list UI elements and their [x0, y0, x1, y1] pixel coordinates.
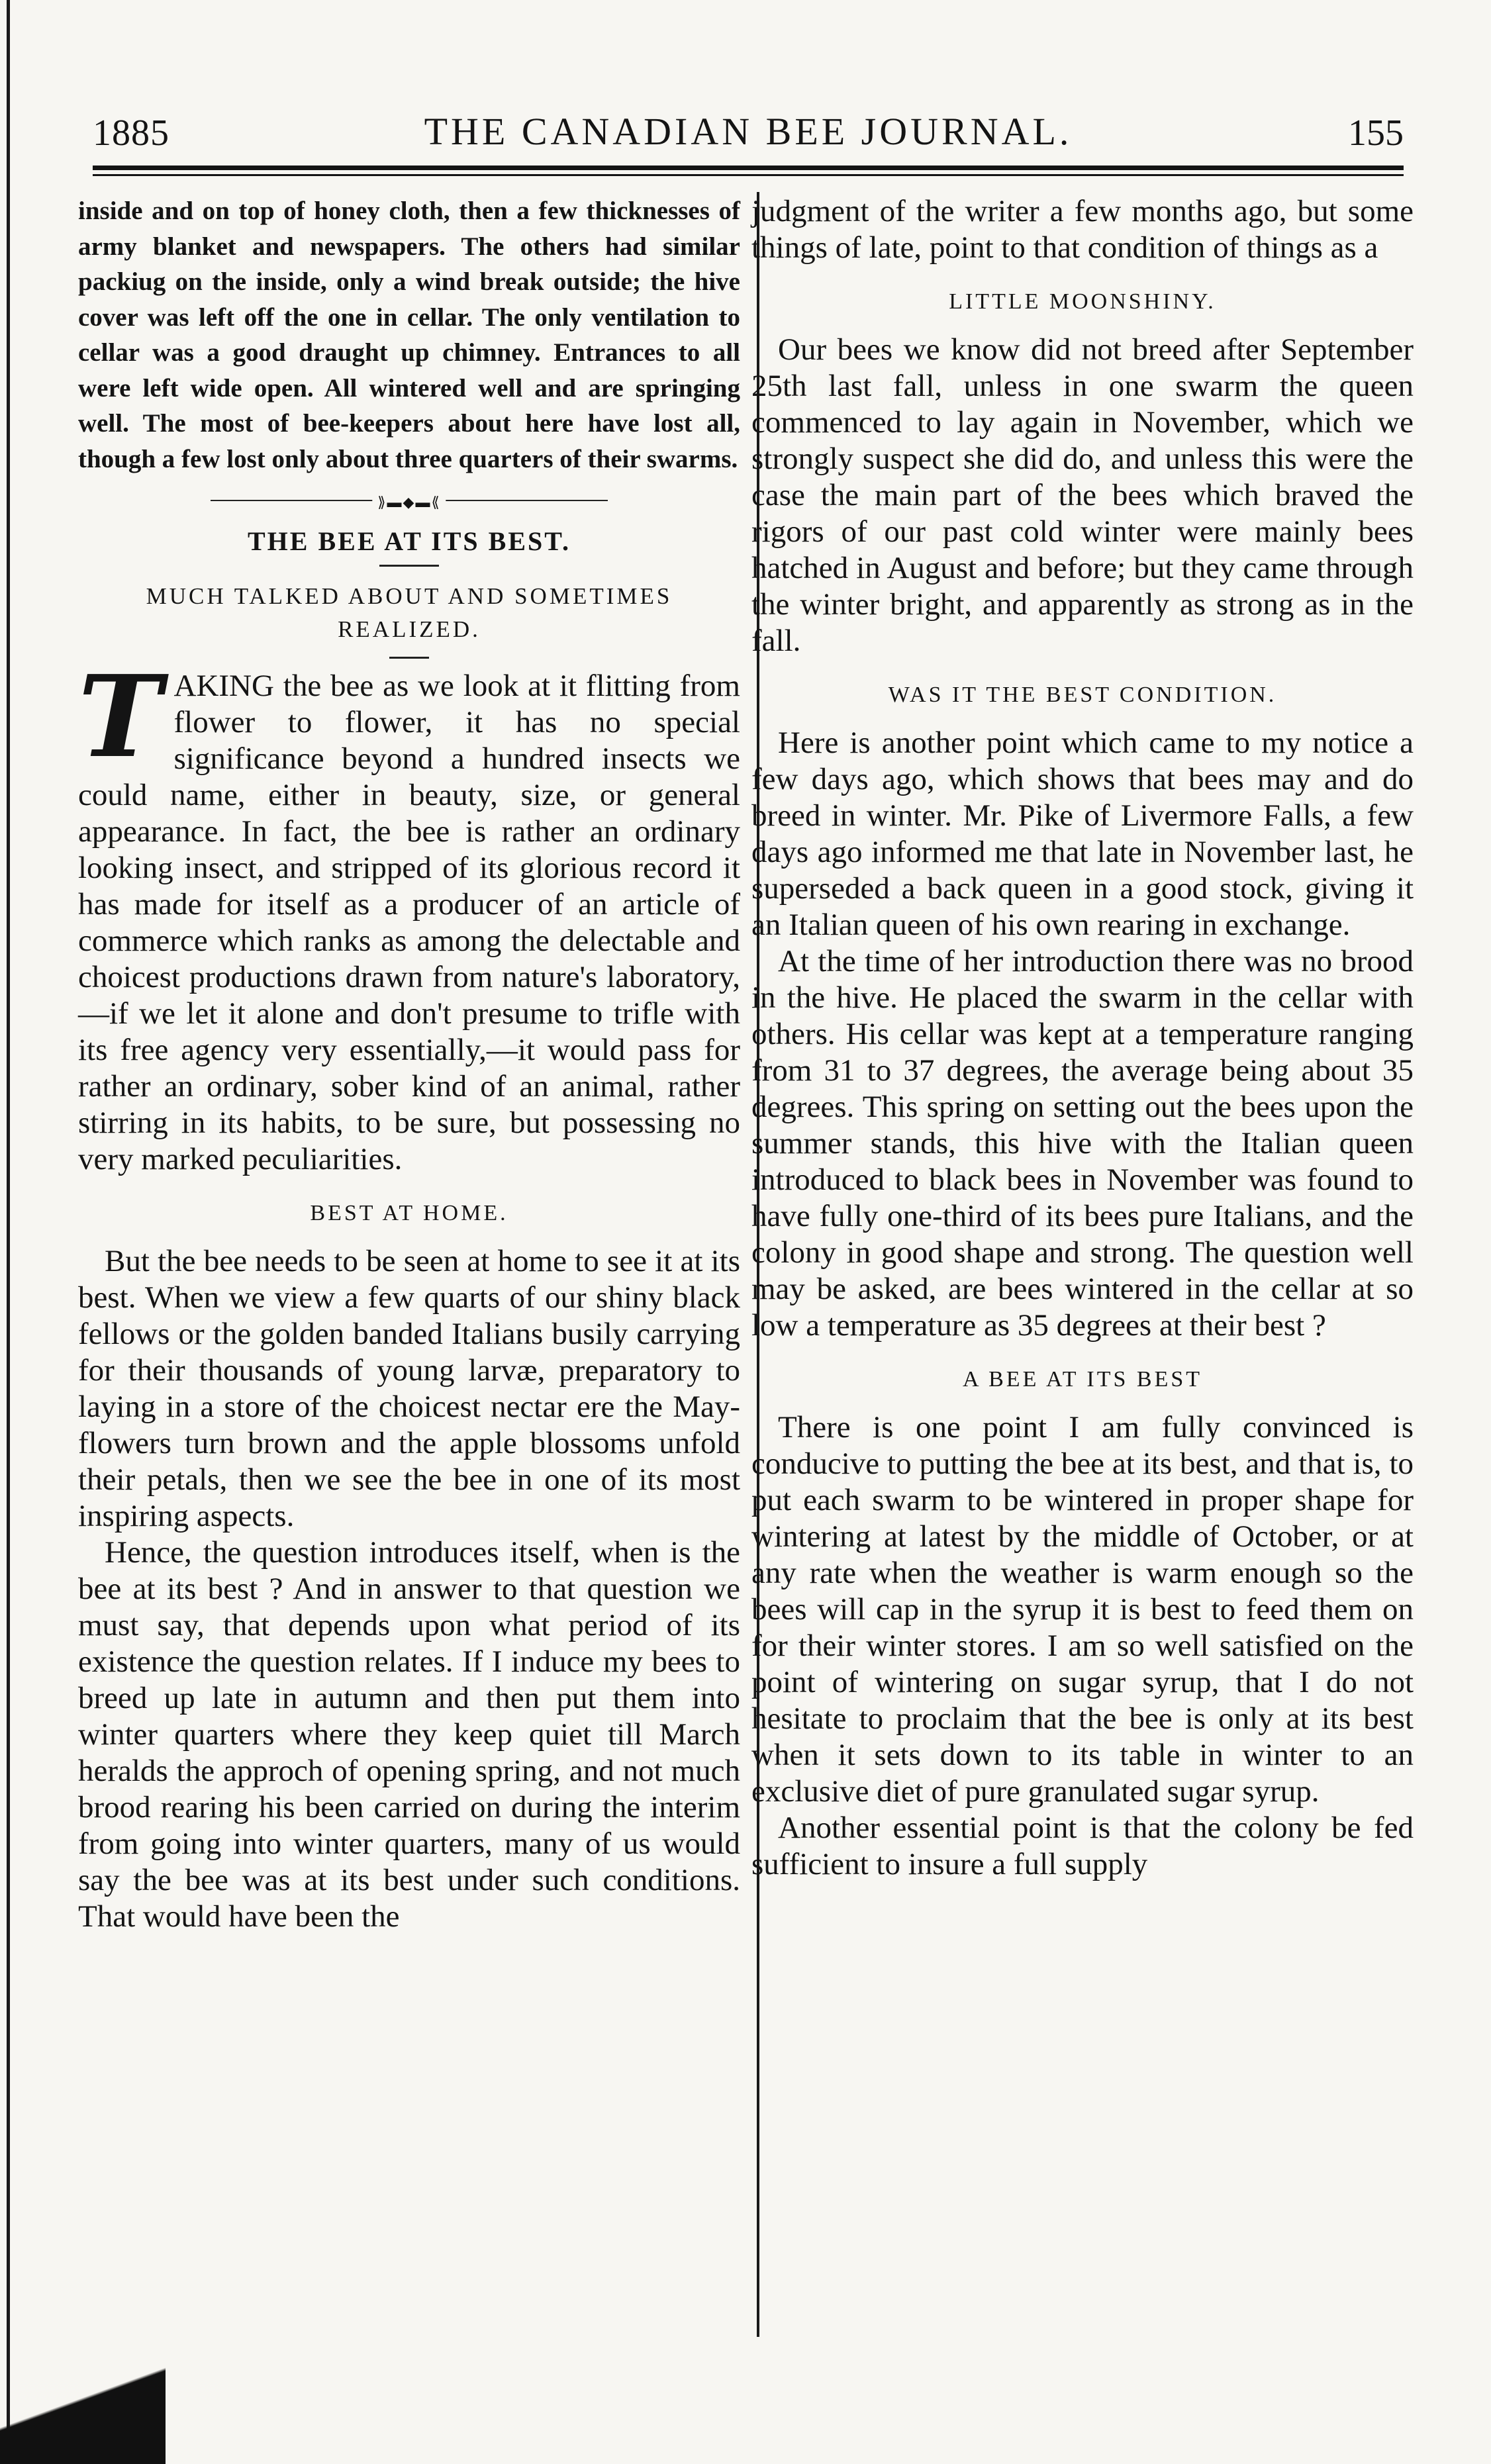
left-margin-rule — [7, 0, 10, 2464]
section-heading-best-at-home: BEST AT HOME. — [310, 1201, 508, 1225]
left-column — [78, 193, 740, 1935]
divider-ornament: ⟫▬◆▬⟪ — [372, 494, 446, 511]
paragraph-6: At the time of her introduction there was no brood in the hive. He placed the swarm in the cellar with others. His cellar was kept at a temperature ranging from 31 to 37 degrees, the average being about 35 degrees. This spring on setting out the bees upon the summer stands, this hive with the Italian queen introduced to black bees in November was found to have fully one-third of its bees pure Italians, and the colony in good shape and strong. The question well may be asked, are bees wintered in the cellar at so low a temperature as 35 degrees at their best ? — [751, 944, 1414, 1343]
scan-corner-shadow — [0, 2363, 166, 2464]
section-heading-best-condition: WAS IT THE BEST CONDITION. — [888, 683, 1277, 707]
subtitle-rule — [389, 657, 429, 659]
header-rule-thin — [93, 174, 1404, 176]
title-rule — [379, 565, 439, 567]
intro-paragraph: inside and on top of honey cloth, then a few thicknesses of army blanket and newspapers. The others had similar packiug on the inside, only a wind break outside; the hive cover was left off the one in cellar. The only ventilation to cellar was a good draught up chimney. Entrances to all were left wide open. All wintered well and are springing well. The most of bee-keepers about here have lost all, though a few lost only about three quarters of their swarms. — [78, 197, 740, 473]
prior-article-end — [78, 193, 740, 477]
paragraph-2: But the bee needs to be seen at home to see it at its best. When we view a few quarts of our shiny black fellows or the golden banded Italians busily carrying for their thousands of young larvæ, preparatory to laying in a store of the choicest nectar ere the May-flowers turn brown and the apple blossoms unfold their petals, then we see the bee in one of its most inspiring aspects. — [78, 1244, 740, 1533]
header-rule-thick — [93, 166, 1404, 170]
paragraph-continued: judgment of the writer a few months ago, but some things of late, point to that condition of things as a — [751, 194, 1414, 265]
paragraph-7: There is one point I am fully convinced is conducive to putting the bee at its best, and that is, to put each swarm to be wintered in proper shape for wintering at latest by the middle of October, or at any rate when the weather is warm enough so the bees will cap in the syrup it is best to feed them on for their winter stores. I am so well satisfied on the point of wintering on sugar syrup, that I do not hesitate to proclaim that the bee is only at its best when it sets down to its table in winter to an exclusive diet of pure granulated sugar syrup. — [751, 1410, 1414, 1809]
article-title: THE BEE AT ITS BEST. — [248, 526, 571, 556]
article-body-right — [751, 193, 1414, 1883]
paragraph-1-text: AKING the bee as we look at it flitting from flower to flower, it has no special significance beyond a hundred insects we could name, either in beauty, size, or general appearance. In fact, the bee is rather an ordinary looking insect, and stripped of its glorious record it has made for itself as a producer of an article of commerce which ranks as among the delectable and choicest productions drawn from nature's laboratory,—if we let it alone and don't presume to trifle with its free agency very essentially,—it would pass for rather an ordinary, sober kind of an animal, rather stirring in its habits, to be sure, but possessing no very marked peculiarities. — [78, 669, 740, 1176]
section-heading-a-bee-at-its-best: A BEE AT ITS BEST — [962, 1367, 1203, 1392]
section-heading-little-moonshiny: LITTLE MOONSHINY. — [949, 289, 1216, 314]
journal-title: THE CANADIAN BEE JOURNAL. — [424, 110, 1073, 153]
article-subtitle: MUCH TALKED ABOUT AND SOMETIMES REALIZED. — [146, 583, 673, 642]
paragraph-3: Hence, the question introduces itself, when is the bee at its best ? And in answer to that question we must say, that depends upon what period of its existence the question relates. If I induce my bees to breed up late in autumn and then put them into winter quarters where they keep quiet till March heralds the approch of opening spring, and not much brood rearing his been carried on during the interim from going into winter quarters, many of us would say the bee was at its best under such conditions. That would have been the — [78, 1535, 740, 1934]
page-header — [93, 109, 1404, 162]
article-body-left — [78, 651, 740, 1935]
paragraph-5: Here is another point which came to my notice a few days ago, which shows that bees may and do breed in winter. Mr. Pike of Livermore Falls, a few days ago informed me that late in November last, he superseded a back queen in a good stock, giving it an Italian queen of his own rearing in exchange. — [751, 726, 1414, 942]
paragraph-1 — [78, 651, 740, 1178]
drop-cap: T — [78, 651, 162, 783]
paragraph-4: Our bees we know did not breed after September 25th last fall, unless in one swarm the queen commenced to lay again in November, which we strongly suspect she did do, and unless this were the case the main part of the bees which braved the rigors of our past cold winter were mainly bees hatched in August and before; but they came through the winter bright, and apparently as strong as in the fall. — [751, 332, 1414, 658]
header-year: 1885 — [93, 113, 169, 154]
right-column — [751, 193, 1414, 1883]
ornamental-divider — [78, 494, 740, 510]
paragraph-8: Another essential point is that the colony be fed sufficient to insure a full supply — [751, 1811, 1414, 1881]
page-number: 155 — [1348, 113, 1404, 154]
